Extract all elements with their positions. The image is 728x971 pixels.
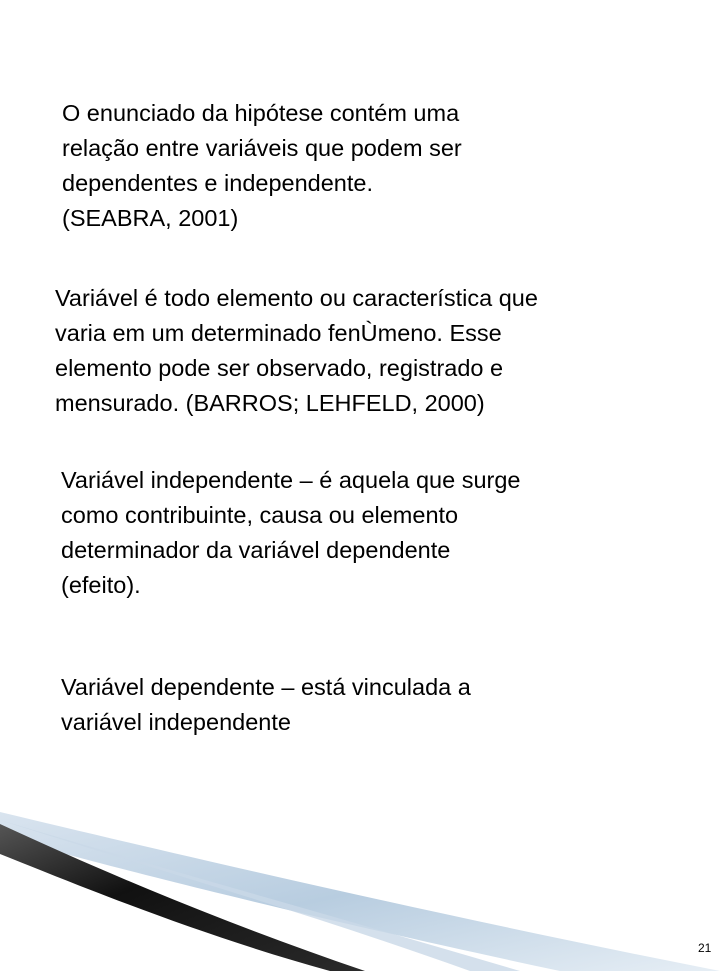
hypothesis-paragraph	[62, 96, 660, 236]
text-line: Variável dependente – está vinculada a	[61, 674, 471, 700]
text-line: como contribuinte, causa ou elemento	[61, 502, 459, 528]
text-line: (efeito).	[61, 572, 141, 598]
text-line: dependentes e independente.	[62, 170, 374, 196]
independent-variable-paragraph	[61, 463, 660, 603]
variable-definition-paragraph	[55, 281, 674, 421]
text-line: variável independente	[61, 709, 291, 735]
text-line: Variável é todo elemento ou característica que	[55, 285, 538, 311]
text-line: relação entre variáveis que podem ser	[62, 135, 462, 161]
corner-swoosh-decoration	[0, 810, 728, 971]
dependent-variable-paragraph	[61, 670, 668, 740]
page-number: 21	[698, 941, 712, 955]
text-line: mensurado. (BARROS; LEHFELD, 2000)	[55, 390, 485, 416]
text-line: varia em um determinado fenÙmeno. Esse	[55, 320, 502, 346]
text-line: Variável independente – é aquela que surge	[61, 467, 521, 493]
text-line: determinador da variável dependente	[61, 537, 451, 563]
text-line: O enunciado da hipótese contém uma	[62, 100, 460, 126]
citation-line: (SEABRA, 2001)	[62, 205, 239, 231]
text-line: elemento pode ser observado, registrado e	[55, 355, 504, 381]
